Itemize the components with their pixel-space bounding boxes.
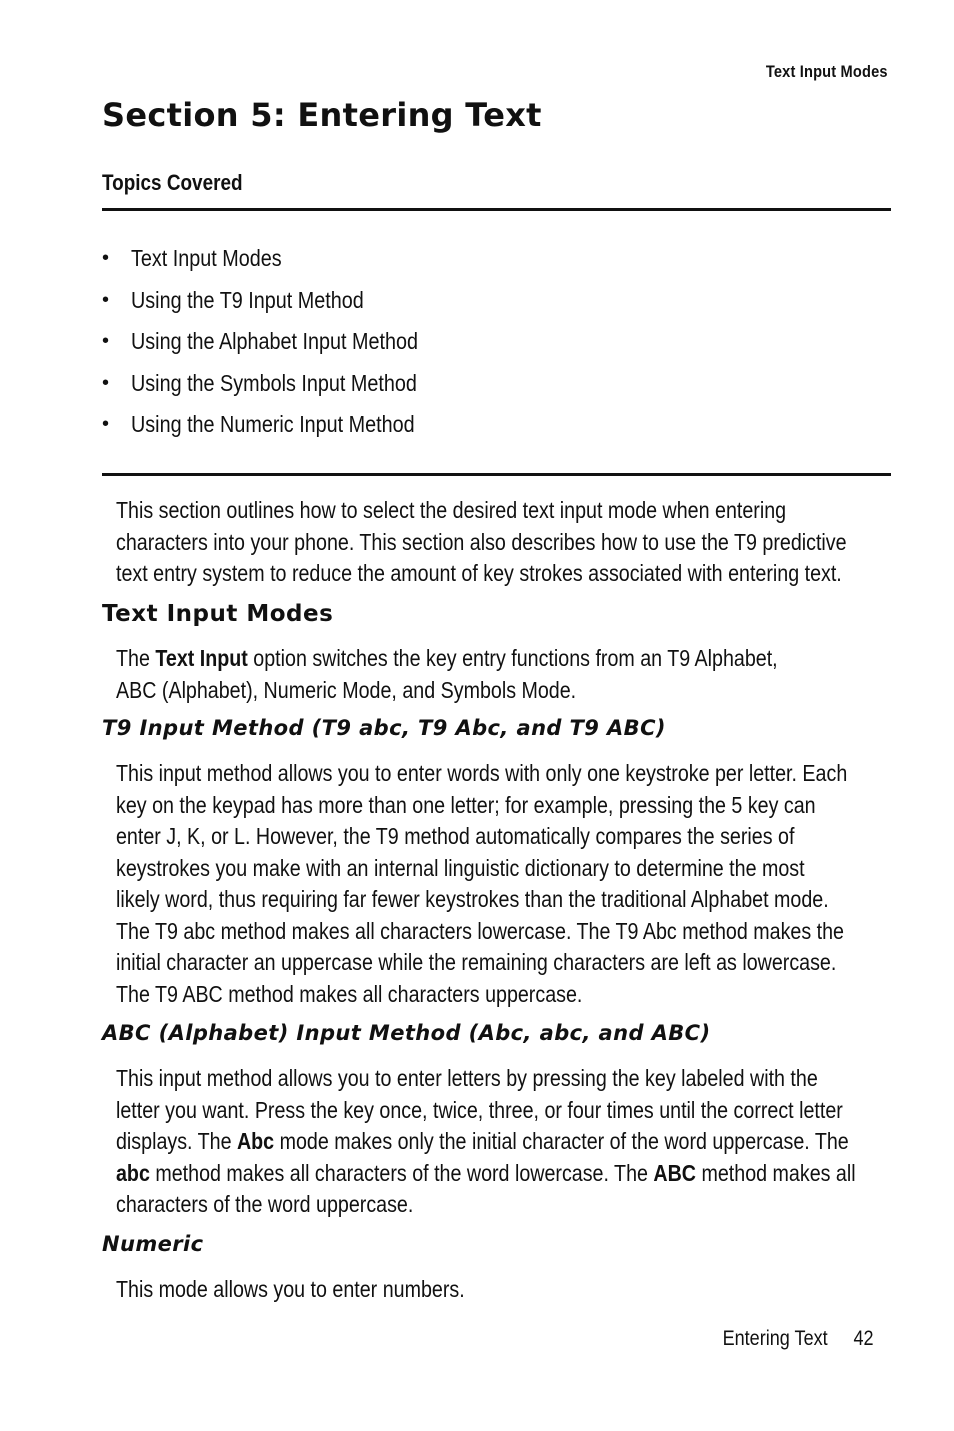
topic-text: Text Input Modes — [131, 245, 282, 272]
page-number: 42 — [853, 1327, 874, 1350]
topic-text: Using the Alphabet Input Method — [131, 328, 419, 355]
bold-term-text-input: Text Input — [155, 645, 248, 671]
bullet-icon: • — [102, 247, 110, 270]
topic-item — [102, 280, 465, 322]
bullet-icon: • — [102, 288, 110, 311]
topic-item — [102, 238, 465, 280]
text-input-modes-heading: Text Input Modes — [102, 601, 334, 627]
intro-paragraph — [116, 495, 894, 590]
topics-bottom-rule — [102, 473, 891, 476]
paragraph-line: key on the keypad has more than one letter; for example, pressing the 5 key can — [116, 791, 816, 818]
intro-line: characters into your phone. This section also describes how to use the T9 predictive — [116, 528, 847, 555]
paragraph-line: letter you want. Press the key once, twice, three, or four times until the correct letter — [116, 1096, 843, 1123]
running-head: Text Input Modes — [766, 62, 888, 81]
paragraph-line: characters of the word uppercase. — [116, 1191, 414, 1217]
section-title: Section 5: Entering Text — [102, 96, 542, 134]
bold-term-uppercase-abc: ABC — [653, 1159, 697, 1186]
topics-list — [102, 238, 465, 446]
t9-paragraph — [116, 758, 894, 1010]
paragraph-line: This input method allows you to enter letters by pressing the key labeled with the — [116, 1065, 818, 1091]
page-footer — [723, 1327, 874, 1351]
paragraph-line: The T9 ABC method makes all characters uppercase. — [116, 980, 583, 1007]
paragraph-line — [116, 643, 894, 675]
bullet-icon: • — [102, 413, 110, 436]
bullet-icon: • — [102, 371, 110, 394]
numeric-heading: Numeric — [102, 1232, 204, 1256]
paragraph-line: enter J, K, or L. However, the T9 method automatically compares the series of — [116, 823, 795, 849]
paragraph-line: keystrokes you make with an internal linguistic dictionary to determine the most — [116, 854, 805, 881]
topic-item — [102, 363, 465, 405]
text-run: displays. The — [116, 1128, 237, 1154]
text-run: method makes all — [696, 1159, 856, 1186]
intro-line: text entry system to reduce the amount of key strokes associated with entering text. — [116, 560, 842, 586]
topics-covered-label: Topics Covered — [102, 170, 243, 195]
topic-text: Using the T9 Input Method — [131, 286, 364, 313]
paragraph-line: This mode allows you to enter numbers. — [116, 1276, 465, 1302]
paragraph-line: This input method allows you to enter words with only one keystroke per letter. Each — [116, 760, 848, 786]
text-run: method makes all characters of the word lowercase. The — [149, 1159, 654, 1186]
text-run: option switches the key entry functions from an T9 Alphabet, — [247, 645, 778, 671]
abc-heading: ABC (Alphabet) Input Method (Abc, abc, and ABC) — [102, 1021, 711, 1045]
t9-heading: T9 Input Method (T9 abc, T9 Abc, and T9 ABC) — [102, 716, 666, 740]
intro-line: This section outlines how to select the desired text input mode when entering — [116, 497, 787, 523]
topic-item — [102, 321, 465, 363]
topic-item — [102, 404, 465, 446]
bold-term-abc-mode: Abc — [236, 1128, 275, 1154]
numeric-paragraph — [116, 1274, 894, 1306]
paragraph-line: ABC (Alphabet), Numeric Mode, and Symbols Mode. — [116, 676, 577, 703]
abc-paragraph — [116, 1063, 894, 1221]
paragraph-line — [116, 1158, 894, 1190]
topics-top-rule — [102, 208, 891, 211]
topic-text: Using the Numeric Input Method — [131, 411, 415, 438]
footer-label: Entering Text — [723, 1327, 829, 1350]
paragraph-line: likely word, thus requiring far fewer keystrokes than the traditional Alphabet mode. — [116, 886, 829, 912]
text-input-modes-paragraph — [116, 643, 894, 706]
topic-text: Using the Symbols Input Method — [131, 369, 417, 396]
text-run: mode makes only the initial character of the word uppercase. The — [274, 1128, 849, 1154]
paragraph-line: initial character an uppercase while the remaining characters are left as lowercase. — [116, 949, 837, 975]
text-run: The — [116, 645, 156, 671]
paragraph-line: The T9 abc method makes all characters lowercase. The T9 Abc method makes the — [116, 917, 844, 944]
bullet-icon: • — [102, 330, 110, 353]
paragraph-line — [116, 1126, 894, 1158]
bold-term-lowercase-abc: abc — [116, 1159, 150, 1186]
